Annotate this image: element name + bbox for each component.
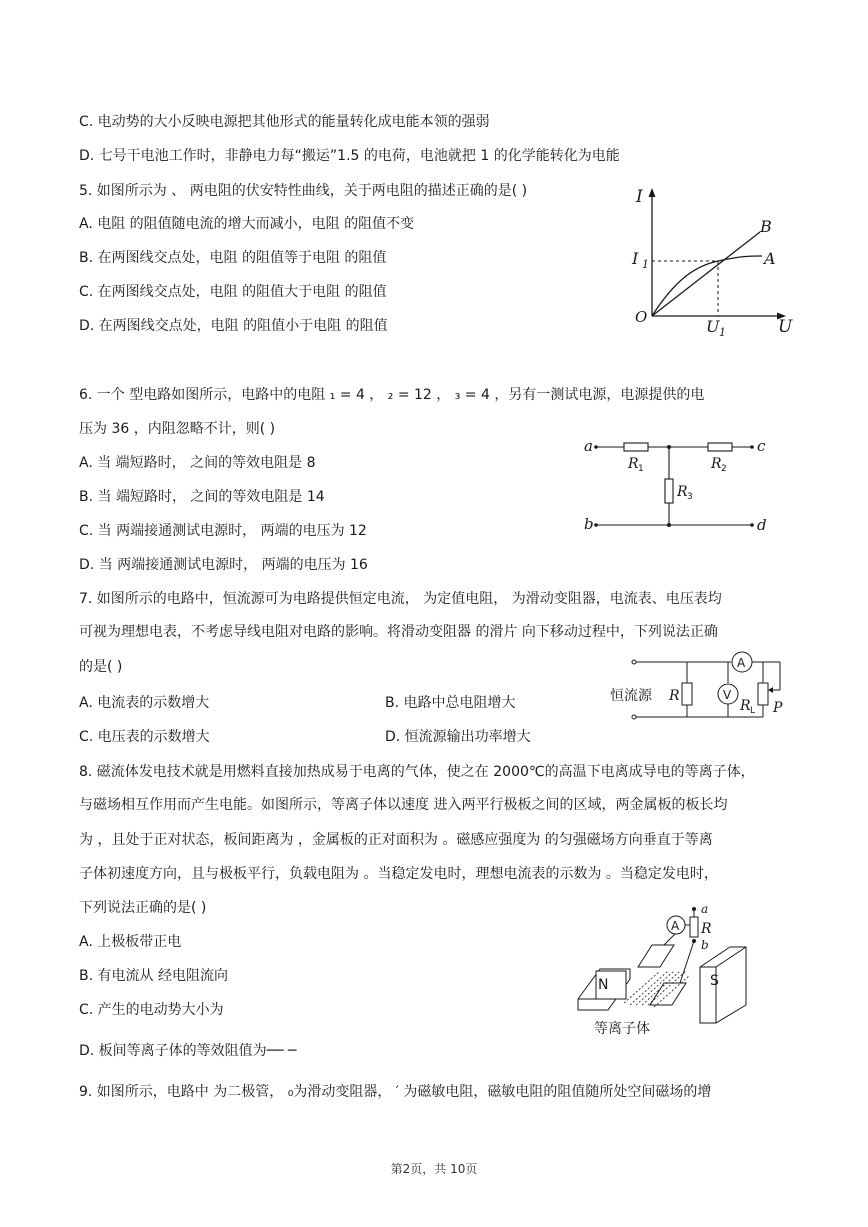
i1-label: I (632, 249, 639, 268)
label-rl-sub: L (750, 706, 756, 716)
resistor-label: R (701, 921, 712, 937)
resistor-r (682, 683, 692, 705)
terminal-d: d (757, 516, 767, 534)
i1-subscript: 1 (642, 258, 649, 271)
terminal-b: b (584, 515, 594, 533)
question-5-option-c: C. 在两图线交点处，电阻 的阻值大于电阻 的阻值 (79, 284, 387, 300)
question-6-option-c: C. 当 两端接通测试电源时， 两端的电压为 12 (79, 523, 367, 539)
resistor-r3 (665, 479, 673, 503)
question-6-option-a: A. 当 端短路时， 之间的等效电阻是 8 (79, 455, 316, 471)
question-6-stem-cont: 压为 36 ，内阻忽略不计，则( ) (79, 421, 276, 437)
origin-label: O (635, 308, 648, 326)
load-resistor (690, 917, 698, 937)
question-8-stem-5: 下列说法正确的是( ) (79, 900, 207, 916)
question-7-option-d: D. 恒流源输出功率增大 (385, 729, 531, 745)
label-r: R (669, 688, 680, 704)
question-9-stem: 9. 如图所示，电路中 为二极管， ₀为滑动变阻器， ′ 为磁敏电阻，磁敏电阻的阻值随所处空间磁场的增 (79, 1084, 712, 1100)
voltmeter-label: V (723, 688, 732, 702)
question-7-option-a: A. 电流表的示数增大 (79, 695, 210, 711)
option-d-battery: D. 七号干电池工作时，非静电力每“搬运”1.5 的电荷，电池就把 1 的化学能转化为电能 (79, 148, 620, 164)
north-pole-label: N (598, 977, 609, 993)
upper-plate (638, 945, 674, 967)
figure-q7-current-source-circuit (605, 650, 790, 725)
question-7-stem-cont: 可视为理想电表，不考虑导线电阻对电路的影响。将滑动变阻器 的滑片 向下移动过程中，下列说法正确 (79, 624, 718, 640)
south-pole-label: S (710, 973, 719, 989)
magnet-south (700, 947, 746, 1023)
question-8-option-a: A. 上极板带正电 (79, 934, 182, 950)
question-6-option-b: B. 当 端短路时， 之间的等效电阻是 14 (79, 489, 325, 505)
lower-plate (650, 983, 686, 1005)
current-source-label: 恒流源 (610, 688, 652, 704)
label-r2: R (711, 456, 722, 472)
question-5-stem: 5. 如图所示为 、 两电阻的伏安特性曲线，关于两电阻的描述正确的是( ) (79, 183, 528, 199)
figure-q8-mhd-generator (570, 902, 760, 1040)
rheostat-rl (758, 683, 768, 705)
page-footer: 第2页，共 10页 (390, 1162, 478, 1176)
label-rl: R (740, 698, 751, 714)
question-5-option-b: B. 在两图线交点处，电阻 的阻值等于电阻 的阻值 (79, 250, 387, 266)
curve-a-label: A (764, 249, 776, 268)
question-8-stem: 8. 磁流体发电技术就是用燃料直接加热成易于电离的气体，使之在 2000℃的高温下电离成导电的等离子体， (79, 764, 755, 780)
label-r2-sub: 2 (721, 464, 727, 474)
terminal-c: c (757, 437, 766, 455)
option-c-emf: C. 电动势的大小反映电源把其他形式的能量转化成电能本领的强弱 (79, 114, 490, 130)
curve-b-label: B (760, 217, 772, 236)
u1-subscript: 1 (719, 326, 726, 339)
question-5-option-d: D. 在两图线交点处，电阻 的阻值小于电阻 的阻值 (79, 318, 388, 334)
figure-q5-iv-graph (620, 180, 795, 340)
figure-q6-t-circuit (580, 432, 770, 542)
point-a-label: a (701, 902, 709, 916)
question-8-option-d: D. 板间等离子体的等效阻值为── ─ (79, 1043, 297, 1059)
question-7-stem-end: 的是( ) (79, 659, 123, 675)
label-r3-sub: 3 (687, 492, 693, 502)
question-6-option-d: D. 当 两端接通测试电源时， 两端的电压为 16 (79, 557, 368, 573)
question-8-stem-2: 与磁场相互作用而产生电能。如图所示，等离子体以速度 进入两平行极板之间的区域，两金属板的板长均 (79, 797, 728, 813)
axis-u-label: U (778, 317, 793, 337)
u1-label: U (706, 317, 720, 336)
question-8-option-b: B. 有电流从 经电阻流向 (79, 968, 228, 984)
label-p: P (773, 700, 783, 716)
question-7-stem: 7. 如图所示的电路中，恒流源可为电路提供恒定电流， 为定值电阻， 为滑动变阻器，电流表、电压表均 (79, 591, 722, 607)
resistor-r1 (624, 443, 648, 451)
terminal-a: a (584, 437, 593, 455)
question-6-stem: 6. 一个 型电路如图所示，电路中的电阻 ₁ = 4 ， ₂ = 12 ， ₃ = 4 ，另有一测试电源，电源提供的电 (79, 387, 705, 403)
ammeter-label: A (737, 656, 746, 670)
question-8-stem-4: 子体初速度方向，且与极板平行，负载电阻为 。当稳定发电时，理想电流表的示数为 。当稳定发电时， (79, 866, 718, 882)
question-5-option-a: A. 电阻 的阻值随电流的增大而减小，电阻 的阻值不变 (79, 216, 415, 232)
question-8-option-c: C. 产生的电动势大小为 (79, 1002, 224, 1018)
plasma-label: 等离子体 (594, 1021, 650, 1037)
resistor-r2 (708, 443, 732, 451)
question-7-option-c: C. 电压表的示数增大 (79, 729, 210, 745)
label-r1-sub: 1 (638, 464, 644, 474)
question-7-option-b: B. 电路中总电阻增大 (385, 695, 516, 711)
ammeter-label: A (671, 919, 680, 933)
axis-i-label: I (636, 187, 643, 207)
label-r3: R (677, 484, 688, 500)
label-r1: R (628, 456, 639, 472)
point-b-label: b (701, 938, 709, 952)
question-8-stem-3: 为 ，且处于正对状态，板间距离为 ，金属板的正对面积为 。磁感应强度为 的匀强磁场方向垂直于等离 (79, 832, 713, 848)
